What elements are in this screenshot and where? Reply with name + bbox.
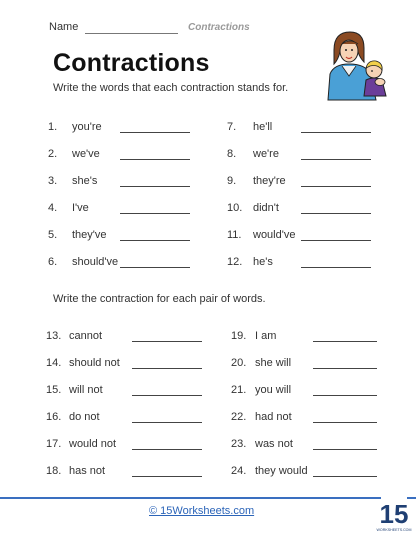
question-number: 11.: [227, 229, 242, 241]
question-word: they would: [255, 465, 308, 477]
question-row: [231, 384, 391, 400]
question-number: 13.: [46, 330, 62, 342]
answer-blank[interactable]: [132, 449, 202, 450]
question-word: I've: [72, 202, 89, 214]
page-title: Contractions: [53, 49, 210, 77]
answer-blank[interactable]: [132, 476, 202, 477]
name-answer-line[interactable]: [85, 33, 178, 34]
question-word: they're: [253, 175, 286, 187]
question-row: [46, 357, 206, 373]
question-number: 23.: [231, 438, 247, 450]
question-word: will not: [69, 384, 103, 396]
question-row: [227, 202, 387, 218]
question-row: [231, 465, 391, 481]
question-row: [231, 330, 391, 346]
answer-blank[interactable]: [313, 395, 377, 396]
question-number: 24.: [231, 465, 247, 477]
question-row: [231, 438, 391, 454]
worksheet-header-title: Contractions: [188, 22, 250, 33]
question-row: [227, 229, 387, 245]
answer-blank[interactable]: [301, 267, 371, 268]
question-row: [227, 121, 387, 137]
question-row: [227, 256, 387, 272]
question-word: should not: [69, 357, 120, 369]
question-word: we're: [253, 148, 279, 160]
footer-copyright-link[interactable]: © 15Worksheets.com: [149, 505, 255, 517]
question-word: do not: [69, 411, 100, 423]
answer-blank[interactable]: [120, 186, 190, 187]
answer-blank[interactable]: [313, 449, 377, 450]
question-number: 6.: [48, 256, 58, 268]
answer-blank[interactable]: [313, 368, 377, 369]
question-number: 18.: [46, 465, 62, 477]
question-number: 2.: [48, 148, 58, 160]
answer-blank[interactable]: [313, 476, 377, 477]
answer-blank[interactable]: [120, 159, 190, 160]
answer-blank[interactable]: [120, 213, 190, 214]
question-word: would not: [69, 438, 117, 450]
question-number: 1.: [48, 121, 58, 133]
question-row: [48, 202, 198, 218]
answer-blank[interactable]: [132, 368, 202, 369]
question-number: 5.: [48, 229, 58, 241]
question-number: 17.: [46, 438, 62, 450]
question-number: 9.: [227, 175, 237, 187]
answer-blank[interactable]: [313, 341, 377, 342]
question-word: you're: [72, 121, 102, 133]
answer-blank[interactable]: [301, 159, 371, 160]
question-number: 15.: [46, 384, 62, 396]
question-word: had not: [255, 411, 292, 423]
question-word: would've: [253, 229, 296, 241]
question-word: we've: [72, 148, 100, 160]
answer-blank[interactable]: [120, 240, 190, 241]
question-row: [46, 465, 206, 481]
question-number: 8.: [227, 148, 237, 160]
question-row: [48, 148, 198, 164]
question-number: 12.: [227, 256, 243, 268]
answer-blank[interactable]: [120, 132, 190, 133]
answer-blank[interactable]: [301, 213, 371, 214]
question-word: she's: [72, 175, 98, 187]
question-row: [48, 229, 198, 245]
answer-blank[interactable]: [132, 341, 202, 342]
question-row: [231, 411, 391, 427]
question-number: 19.: [231, 330, 247, 342]
question-number: 21.: [231, 384, 247, 396]
question-number: 10.: [227, 202, 243, 214]
question-row: [46, 411, 206, 427]
question-number: 20.: [231, 357, 247, 369]
footer-divider: [0, 497, 416, 499]
question-row: [46, 438, 206, 454]
mother-child-illustration: [320, 30, 394, 100]
question-row: [227, 148, 387, 164]
question-number: 3.: [48, 175, 58, 187]
question-number: 4.: [48, 202, 58, 214]
question-row: [48, 175, 198, 191]
logo-number: 15: [379, 499, 409, 529]
question-row: [227, 175, 387, 191]
answer-blank[interactable]: [132, 395, 202, 396]
section1-instruction: Write the words that each contraction stands for.: [53, 82, 289, 94]
question-number: 16.: [46, 411, 62, 423]
question-word: I am: [255, 330, 277, 342]
question-word: cannot: [69, 330, 103, 342]
question-word: you will: [255, 384, 292, 396]
answer-blank[interactable]: [313, 422, 377, 423]
question-word: they've: [72, 229, 107, 241]
question-row: [46, 330, 206, 346]
15worksheets-logo: [376, 496, 412, 534]
answer-blank[interactable]: [301, 240, 371, 241]
question-number: 22.: [231, 411, 247, 423]
question-word: he's: [253, 256, 273, 268]
answer-blank[interactable]: [301, 132, 371, 133]
question-word: should've: [72, 256, 119, 268]
answer-blank[interactable]: [132, 422, 202, 423]
name-label: Name: [49, 21, 79, 33]
logo-subtext: WORKSHEETS.COM: [376, 528, 412, 532]
question-row: [231, 357, 391, 373]
question-word: didn't: [253, 202, 279, 214]
answer-blank[interactable]: [120, 267, 190, 268]
question-row: [48, 256, 198, 272]
question-number: 14.: [46, 357, 62, 369]
question-number: 7.: [227, 121, 237, 133]
section2-instruction: Write the contraction for each pair of words.: [53, 293, 266, 305]
question-word: he'll: [253, 121, 273, 133]
question-word: has not: [69, 465, 106, 477]
answer-blank[interactable]: [301, 186, 371, 187]
question-row: [48, 121, 198, 137]
question-row: [46, 384, 206, 400]
question-word: she will: [255, 357, 292, 369]
question-word: was not: [255, 438, 293, 450]
